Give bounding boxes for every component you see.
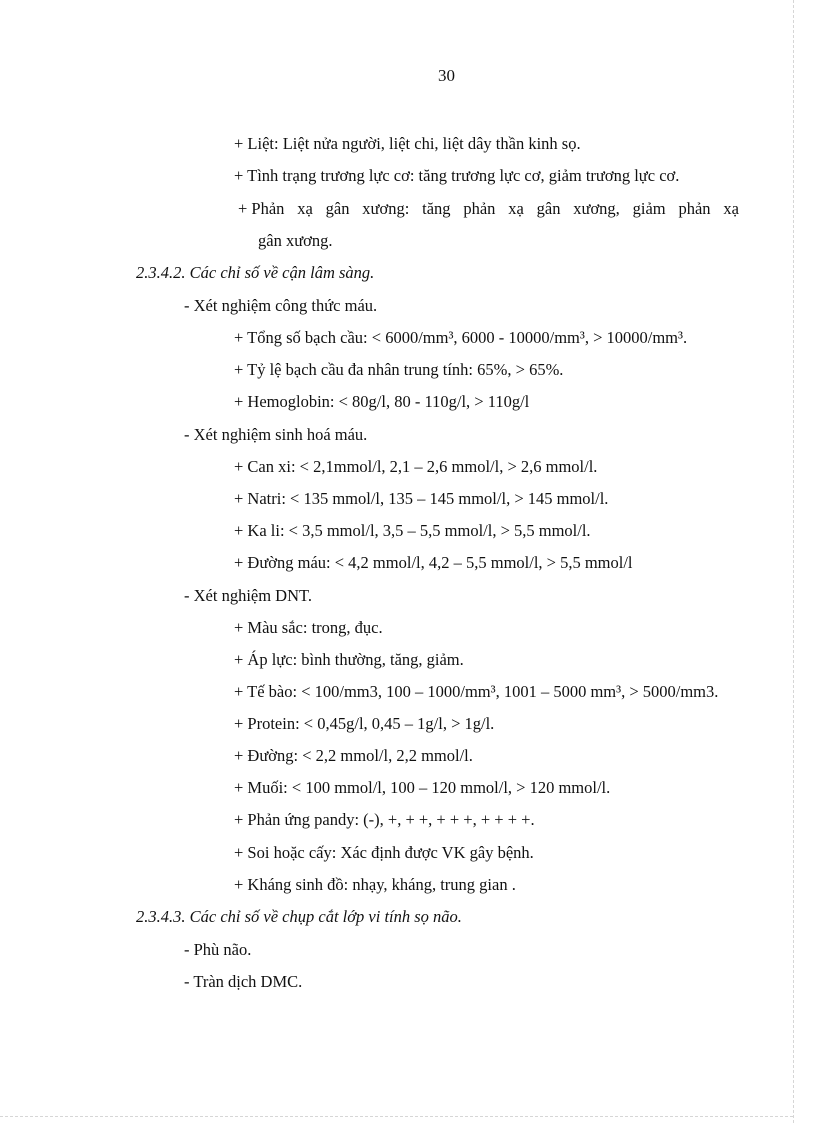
blood-count-item: + Tổng số bạch cầu: < 6000/mm³, 6000 - 10000/mm³, > 10000/mm³. bbox=[234, 328, 688, 347]
reflex-word: gân bbox=[536, 199, 561, 218]
reflex-word: phản bbox=[678, 199, 711, 218]
csf-title: - Xét nghiệm DNT. bbox=[184, 586, 312, 605]
biochemistry-title: - Xét nghiệm sinh hoá máu. bbox=[184, 425, 368, 444]
page-border-right bbox=[793, 0, 794, 1123]
blood-count-item: + Hemoglobin: < 80g/l, 80 - 110g/l, > 110g/l bbox=[234, 392, 530, 411]
reflex-word: gân bbox=[325, 199, 350, 218]
csf-item: + Protein: < 0,45g/l, 0,45 – 1g/l, > 1g/l. bbox=[234, 714, 495, 733]
clinical-reflex-line1 bbox=[238, 198, 739, 220]
reflex-word: giảm bbox=[632, 199, 666, 218]
section-heading-paraclinical: 2.3.4.2. Các chỉ số về cận lâm sàng. bbox=[136, 263, 375, 282]
reflex-word: + Phản bbox=[238, 199, 285, 218]
reflex-word: phản bbox=[463, 199, 496, 218]
clinical-paralysis: + Liệt: Liệt nửa người, liệt chi, liệt dây thần kinh sọ. bbox=[234, 134, 581, 153]
clinical-muscle-tone: + Tình trạng trương lực cơ: tăng trương lực cơ, giảm trương lực cơ. bbox=[234, 166, 680, 185]
csf-item: + Áp lực: bình thường, tăng, giảm. bbox=[234, 650, 464, 669]
reflex-word: xạ bbox=[723, 199, 739, 218]
blood-count-title: - Xét nghiệm công thức máu. bbox=[184, 296, 378, 315]
biochemistry-item: + Can xi: < 2,1mmol/l, 2,1 – 2,6 mmol/l, > 2,6 mmol/l. bbox=[234, 457, 598, 476]
page-number: 30 bbox=[438, 66, 455, 85]
clinical-reflex-line2: gân xương. bbox=[258, 231, 333, 250]
biochemistry-item: + Natri: < 135 mmol/l, 135 – 145 mmol/l, > 145 mmol/l. bbox=[234, 489, 609, 508]
biochemistry-item: + Đường máu: < 4,2 mmol/l, 4,2 – 5,5 mmol/l, > 5,5 mmol/l bbox=[234, 553, 633, 572]
biochemistry-item: + Ka li: < 3,5 mmol/l, 3,5 – 5,5 mmol/l, > 5,5 mmol/l. bbox=[234, 521, 591, 540]
ct-item: - Phù não. bbox=[184, 940, 252, 959]
csf-item: + Phản ứng pandy: (-), +, + +, + + +, + + + +. bbox=[234, 810, 535, 829]
reflex-word: xạ bbox=[297, 199, 313, 218]
csf-item: + Màu sắc: trong, đục. bbox=[234, 618, 383, 637]
reflex-word: xương, bbox=[573, 199, 620, 218]
csf-item: + Tế bào: < 100/mm3, 100 – 1000/mm³, 1001 – 5000 mm³, > 5000/mm3. bbox=[234, 682, 719, 701]
csf-item: + Kháng sinh đồ: nhạy, kháng, trung gian . bbox=[234, 875, 516, 894]
reflex-word: xương: bbox=[362, 199, 410, 218]
csf-item: + Muối: < 100 mmol/l, 100 – 120 mmol/l, > 120 mmol/l. bbox=[234, 778, 611, 797]
page-border-bottom bbox=[0, 1116, 793, 1117]
blood-count-item: + Tỷ lệ bạch cầu đa nhân trung tính: 65%, > 65%. bbox=[234, 360, 564, 379]
section-heading-ct: 2.3.4.3. Các chỉ số về chụp cắt lớp vi tính sọ não. bbox=[136, 907, 462, 926]
reflex-word: tăng bbox=[422, 199, 451, 218]
reflex-word: xạ bbox=[508, 199, 524, 218]
csf-item: + Đường: < 2,2 mmol/l, 2,2 mmol/l. bbox=[234, 746, 473, 765]
csf-item: + Soi hoặc cấy: Xác định được VK gây bệnh. bbox=[234, 843, 534, 862]
ct-item: - Tràn dịch DMC. bbox=[184, 972, 303, 991]
